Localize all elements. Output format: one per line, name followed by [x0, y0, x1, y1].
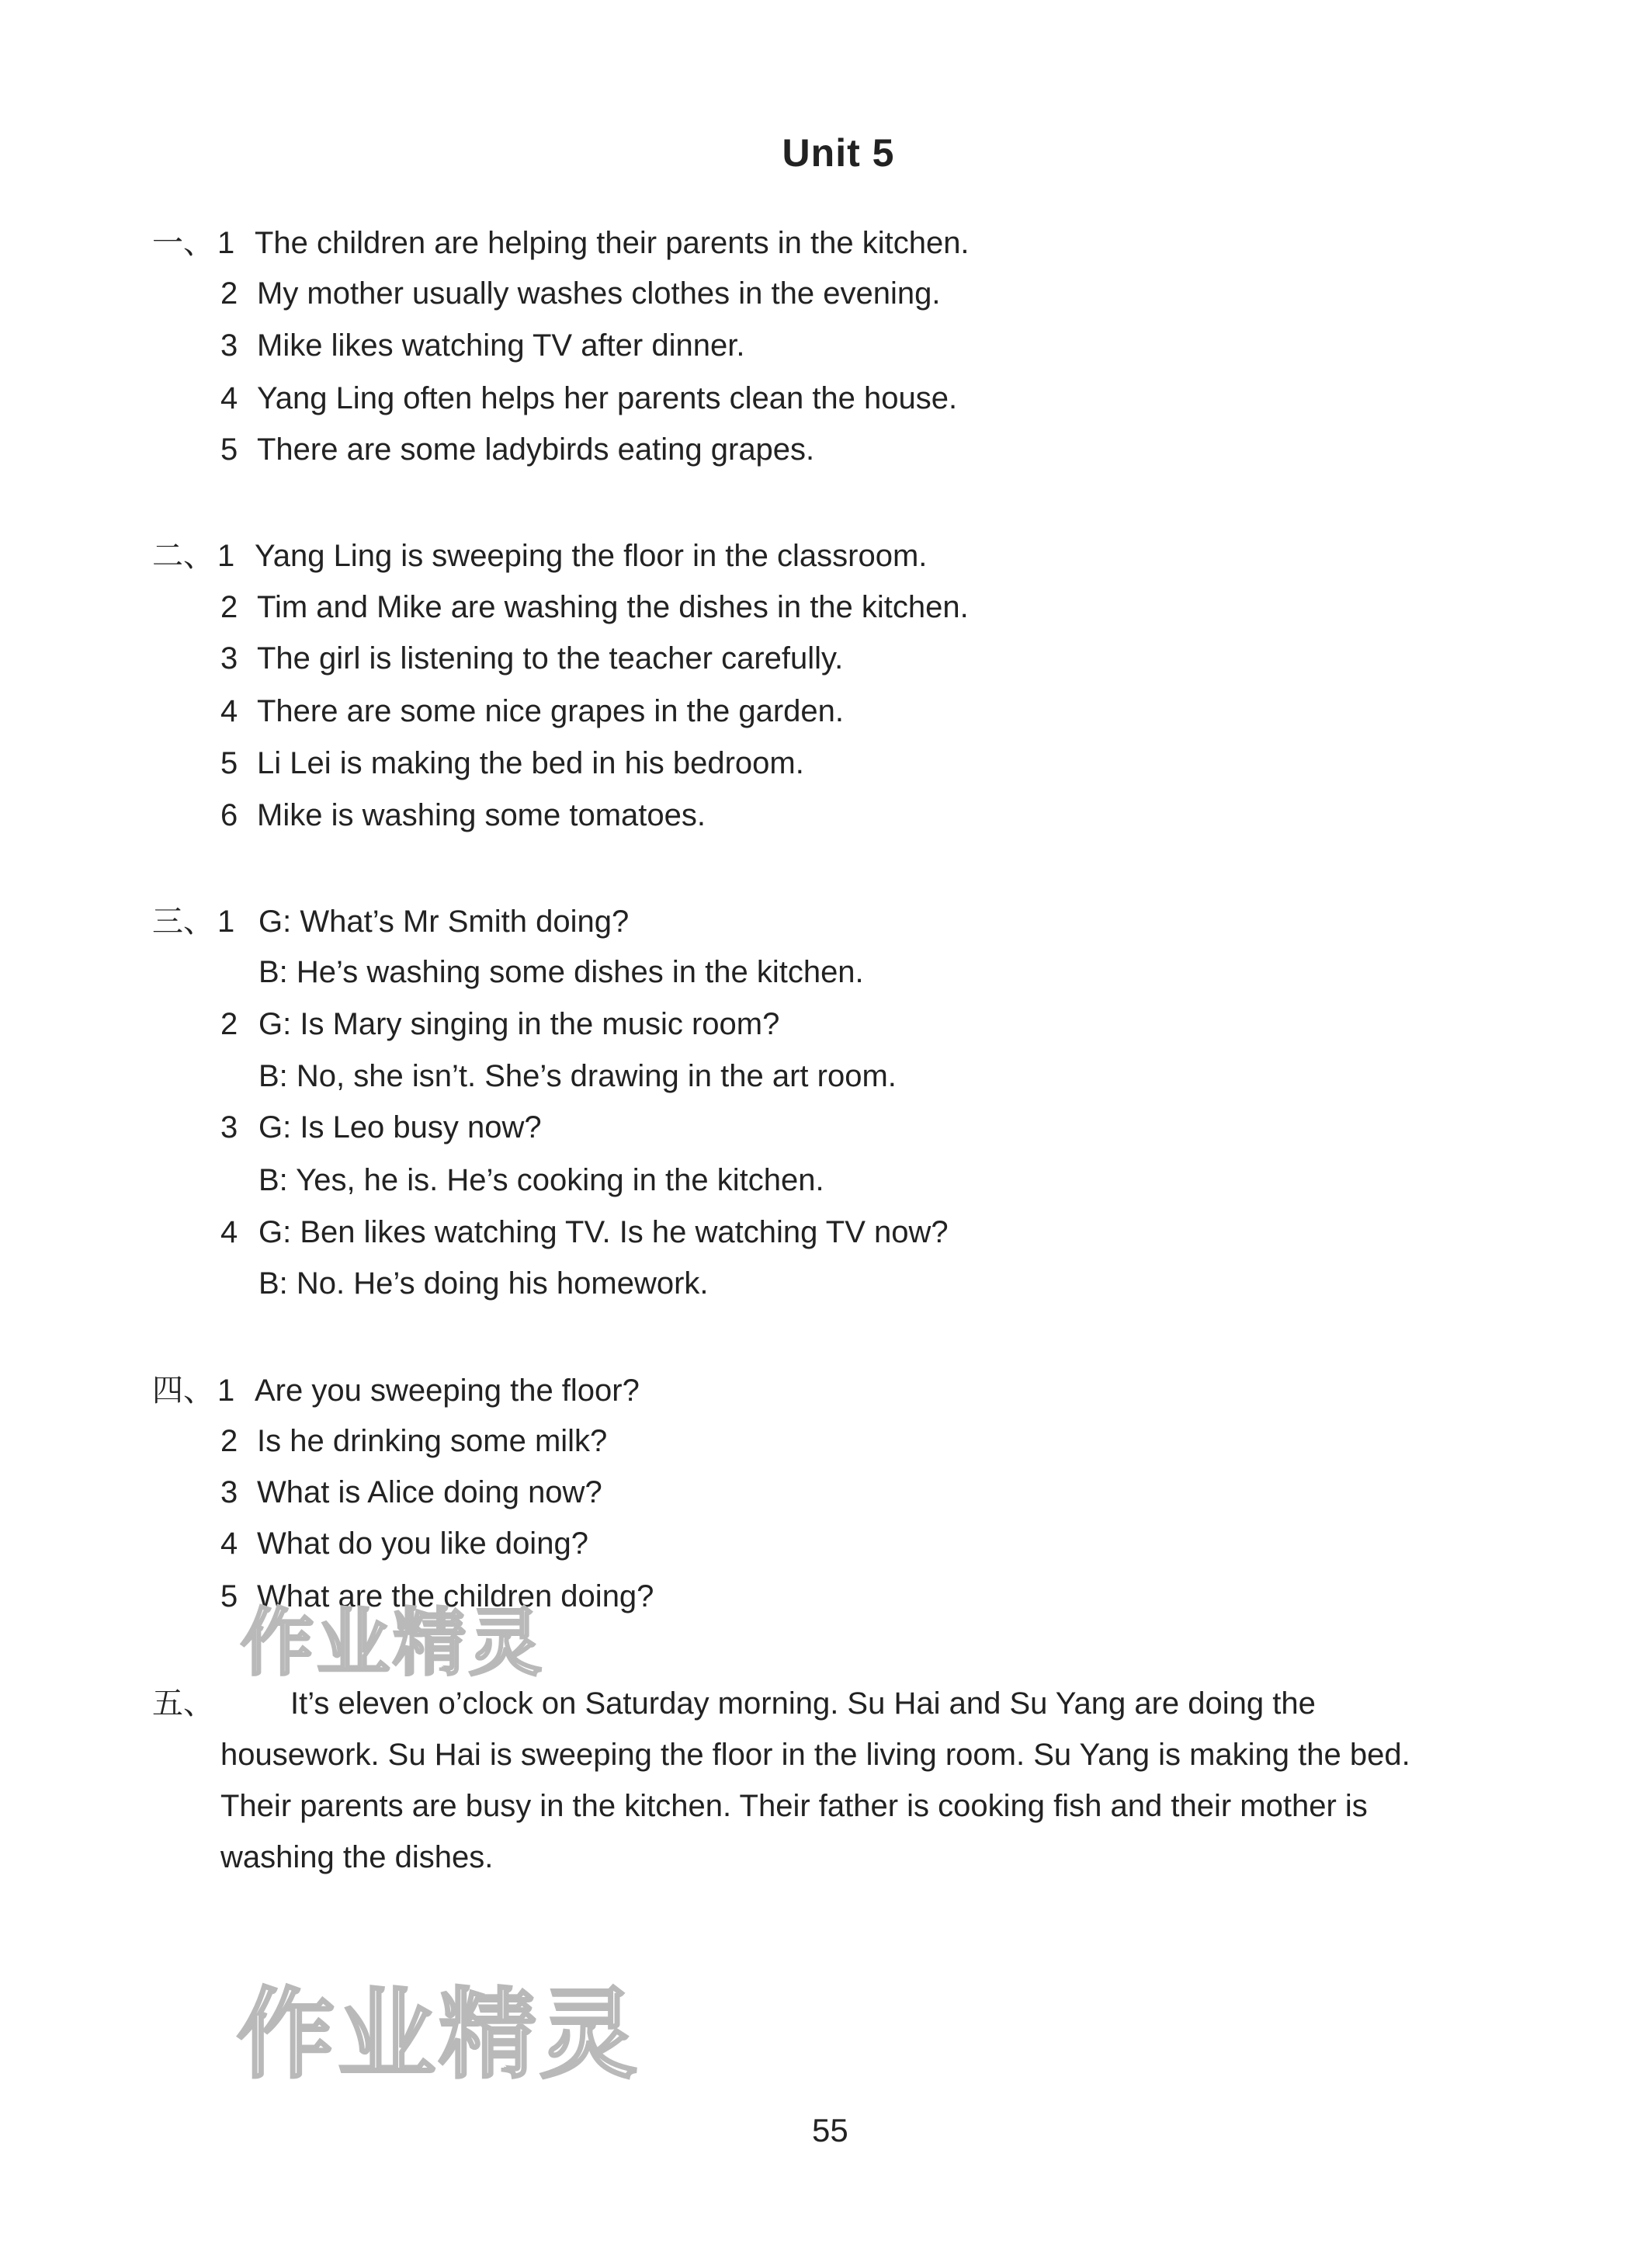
answer-text: Yang Ling often helps her parents clean the house. [257, 381, 958, 415]
item-number: 2 [220, 1007, 238, 1041]
item-number: 2 [220, 1424, 238, 1458]
answer-text: Are you sweeping the floor? [255, 1374, 640, 1408]
section-label: 四、 [152, 1373, 214, 1408]
item-number: 3 [220, 1475, 238, 1509]
item-number: 2 [220, 590, 238, 624]
paragraph-line: washing the dishes. [220, 1840, 494, 1874]
section-label: 一、 [152, 225, 214, 261]
dialogue-line-boy: B: No, she isn’t. She’s drawing in the art room. [258, 1059, 897, 1093]
item-number: 5 [220, 746, 238, 780]
answer-text: Is he drinking some milk? [257, 1424, 608, 1458]
answer-text: Yang Ling is sweeping the floor in the classroom. [255, 539, 928, 573]
dialogue-line-girl: G: What’s Mr Smith doing? [258, 905, 630, 939]
item-number: 3 [220, 328, 238, 363]
answer-text: There are some ladybirds eating grapes. [257, 432, 815, 467]
dialogue-line-boy: B: No. He’s doing his homework. [258, 1266, 709, 1301]
answer-text: What is Alice doing now? [257, 1475, 602, 1509]
watermark-logo: 作业精灵 [237, 1978, 640, 2092]
dialogue-line-boy: B: He’s washing some dishes in the kitchen. [258, 955, 864, 989]
item-number: 1 [217, 539, 235, 573]
dialogue-line-girl: G: Is Mary singing in the music room? [258, 1007, 780, 1041]
dialogue-line-boy: B: Yes, he is. He’s cooking in the kitchen. [258, 1163, 824, 1197]
paragraph-line: housework. Su Hai is sweeping the floor in the living room. Su Yang is making the bed. [220, 1738, 1410, 1772]
answer-text: My mother usually washes clothes in the evening. [257, 276, 941, 311]
item-number: 4 [220, 1215, 238, 1249]
paragraph-line: It’s eleven o’clock on Saturday morning. Su Hai and Su Yang are doing the [290, 1686, 1316, 1721]
answer-text: Mike likes watching TV after dinner. [257, 328, 745, 363]
item-number: 4 [220, 1526, 238, 1561]
answer-text: The children are helping their parents in the kitchen. [255, 226, 970, 260]
item-number: 2 [220, 276, 238, 311]
item-number: 4 [220, 694, 238, 728]
item-number: 3 [220, 641, 238, 676]
item-number: 6 [220, 798, 238, 832]
section-label: 二、 [152, 538, 214, 574]
dialogue-line-girl: G: Is Leo busy now? [258, 1110, 542, 1144]
item-number: 3 [220, 1110, 238, 1144]
page-title: Unit 5 [782, 131, 895, 175]
paragraph-line: Their parents are busy in the kitchen. Their father is cooking fish and their mother is [220, 1789, 1368, 1823]
dialogue-line-girl: G: Ben likes watching TV. Is he watching TV now? [258, 1215, 949, 1249]
section-label: 五、 [152, 1686, 214, 1721]
answer-text: Li Lei is making the bed in his bedroom. [257, 746, 804, 780]
item-number: 1 [217, 1374, 235, 1408]
watermark-logo: 作业精灵 [241, 1601, 546, 1686]
answer-text: The girl is listening to the teacher carefully. [257, 641, 844, 676]
answer-text: What do you like doing? [257, 1526, 588, 1561]
item-number: 5 [220, 1579, 238, 1613]
answer-text: Mike is washing some tomatoes. [257, 798, 706, 832]
item-number: 4 [220, 381, 238, 415]
item-number: 1 [217, 905, 235, 939]
answer-text: There are some nice grapes in the garden. [257, 694, 844, 728]
answer-text: What are the children doing? [257, 1579, 654, 1613]
section-label: 三、 [152, 904, 214, 940]
page-number: 55 [812, 2112, 848, 2148]
item-number: 1 [217, 226, 235, 260]
answer-text: Tim and Mike are washing the dishes in the kitchen. [257, 590, 969, 624]
item-number: 5 [220, 432, 238, 467]
